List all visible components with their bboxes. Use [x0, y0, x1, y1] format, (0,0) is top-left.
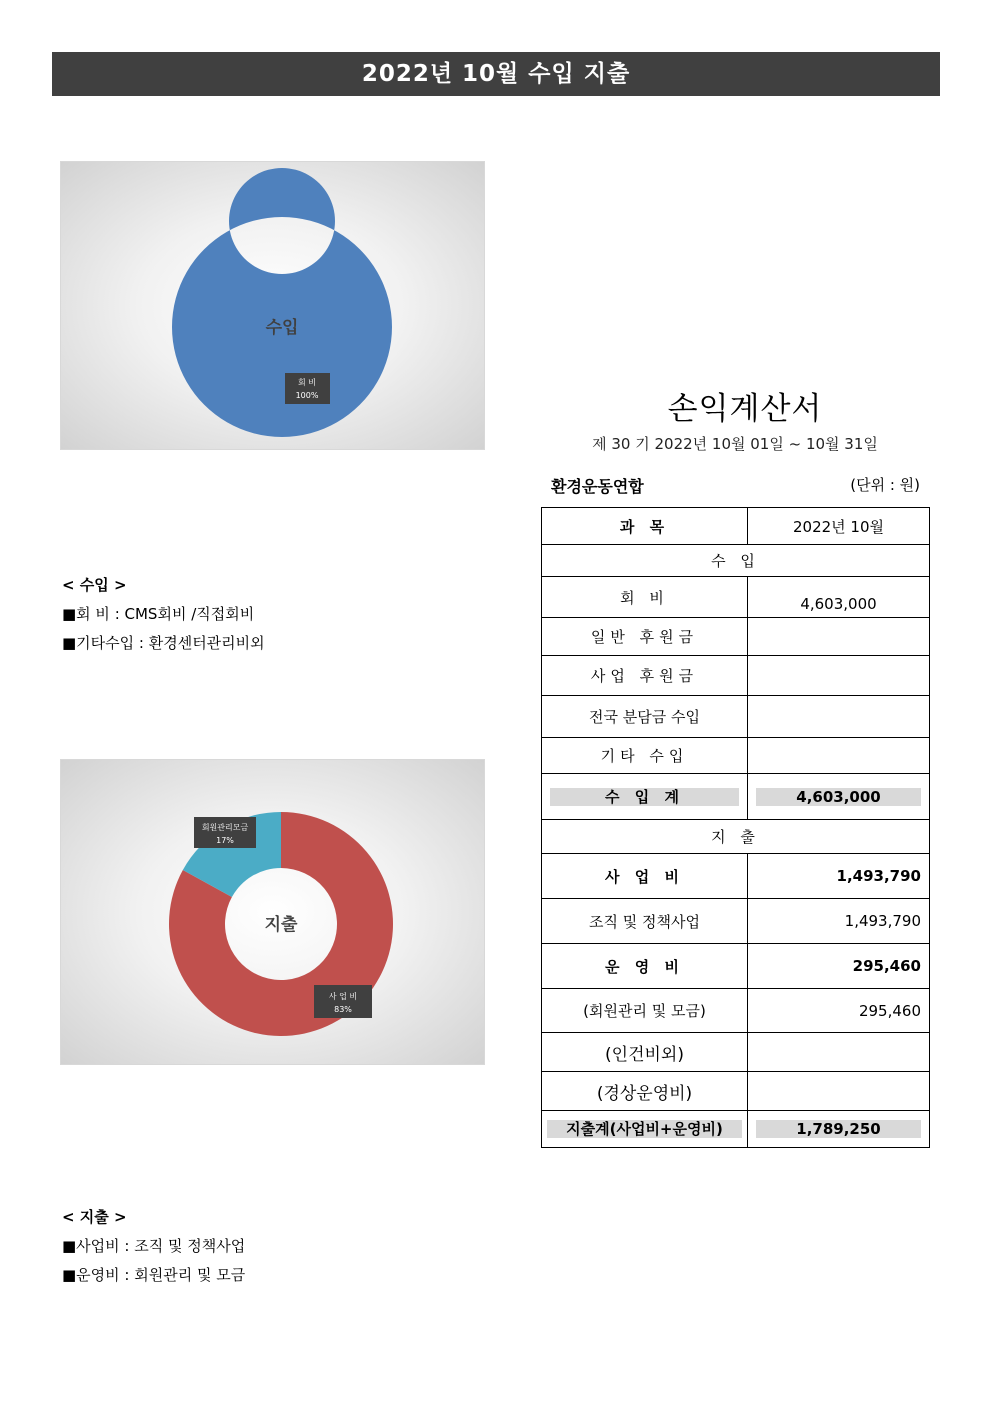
section-row [542, 545, 930, 577]
income-slice-label: 회 비 [298, 378, 316, 387]
row-value [748, 1072, 930, 1111]
row-label: (경상운영비) [542, 1072, 748, 1111]
expense-data-label-membership [194, 817, 256, 848]
table-row [542, 738, 930, 774]
expense-chart-center-label: 지출 [264, 915, 298, 935]
header-period: 2022년 10월 [748, 508, 930, 545]
row-label: 조직 및 정책사업 [542, 899, 748, 944]
row-label: 사업 후원금 [542, 656, 748, 696]
expense-notes [62, 1203, 245, 1290]
row-value: 295,460 [748, 989, 930, 1033]
expense-data-label-business [314, 985, 372, 1018]
header-subject: 과 목 [542, 508, 748, 545]
income-note-item: ■기타수입 : 환경센터관리비외 [62, 634, 265, 652]
expense-notes-heading: < 지출 > [62, 1208, 127, 1226]
row-label: (회원관리 및 모금) [542, 989, 748, 1033]
page-title: 2022년 10월 수입 지출 [52, 52, 940, 96]
income-slice-0 [172, 168, 392, 437]
row-value [748, 1033, 930, 1072]
row-value [748, 618, 930, 656]
row-label: 사 업 비 [542, 854, 748, 899]
table-row [542, 854, 930, 899]
table-header-row [542, 508, 930, 545]
table-row [542, 989, 930, 1033]
table-row [542, 944, 930, 989]
row-label: 회 비 [542, 577, 748, 618]
table-row [542, 696, 930, 738]
row-value: 295,460 [748, 944, 930, 989]
income-data-label [285, 373, 330, 404]
income-statement-table [541, 507, 930, 1148]
statement-title: 손익계산서 [667, 391, 823, 427]
expense-slice-label: 회원관리모금 [201, 823, 249, 832]
statement-period: 제 30 기 2022년 10월 01일 ~ 10월 31일 [592, 435, 878, 453]
organization-name: 환경운동연합 [551, 477, 644, 496]
income-slice-percent: 100% [295, 391, 319, 400]
row-value: 1,493,790 [748, 899, 930, 944]
income-total-row [542, 774, 930, 820]
expense-section-label: 지 출 [542, 820, 930, 854]
expense-donut-chart [60, 759, 485, 1065]
income-donut-chart [60, 161, 485, 450]
income-total-value: 4,603,000 [756, 788, 921, 806]
income-note-item: ■회 비 : CMS회비 /직접회비 [62, 605, 255, 623]
table-row [542, 618, 930, 656]
expense-total-row [542, 1111, 930, 1148]
expense-slice-percent: 17% [216, 836, 234, 845]
income-total-label: 수 입 계 [550, 788, 739, 806]
section-row [542, 820, 930, 854]
table-row [542, 899, 930, 944]
row-value: 4,603,000 [748, 577, 930, 618]
expense-total-value: 1,789,250 [756, 1120, 921, 1138]
row-label: 전국 분담금 수입 [542, 696, 748, 738]
table-row [542, 1033, 930, 1072]
row-label: 운 영 비 [542, 944, 748, 989]
expense-total-label: 지출계(사업비+운영비) [547, 1120, 742, 1138]
income-chart-center-label: 수입 [265, 318, 299, 338]
row-value: 1,493,790 [748, 854, 930, 899]
currency-unit: (단위 : 원) [850, 476, 920, 494]
expense-note-item: ■운영비 : 회원관리 및 모금 [62, 1266, 246, 1284]
table-row [542, 577, 930, 618]
row-label: 일반 후원금 [542, 618, 748, 656]
table-row [542, 656, 930, 696]
income-notes-heading: < 수입 > [62, 576, 127, 594]
expense-note-item: ■사업비 : 조직 및 정책사업 [62, 1237, 246, 1255]
expense-slice-label: 사 업 비 [328, 992, 358, 1001]
row-value [748, 696, 930, 738]
row-label: (인건비외) [542, 1033, 748, 1072]
income-notes [62, 571, 265, 658]
row-value [748, 738, 930, 774]
income-section-label: 수 입 [542, 545, 930, 577]
table-row [542, 1072, 930, 1111]
row-label: 기타 수입 [542, 738, 748, 774]
expense-slice-percent: 83% [334, 1005, 352, 1014]
row-value [748, 656, 930, 696]
